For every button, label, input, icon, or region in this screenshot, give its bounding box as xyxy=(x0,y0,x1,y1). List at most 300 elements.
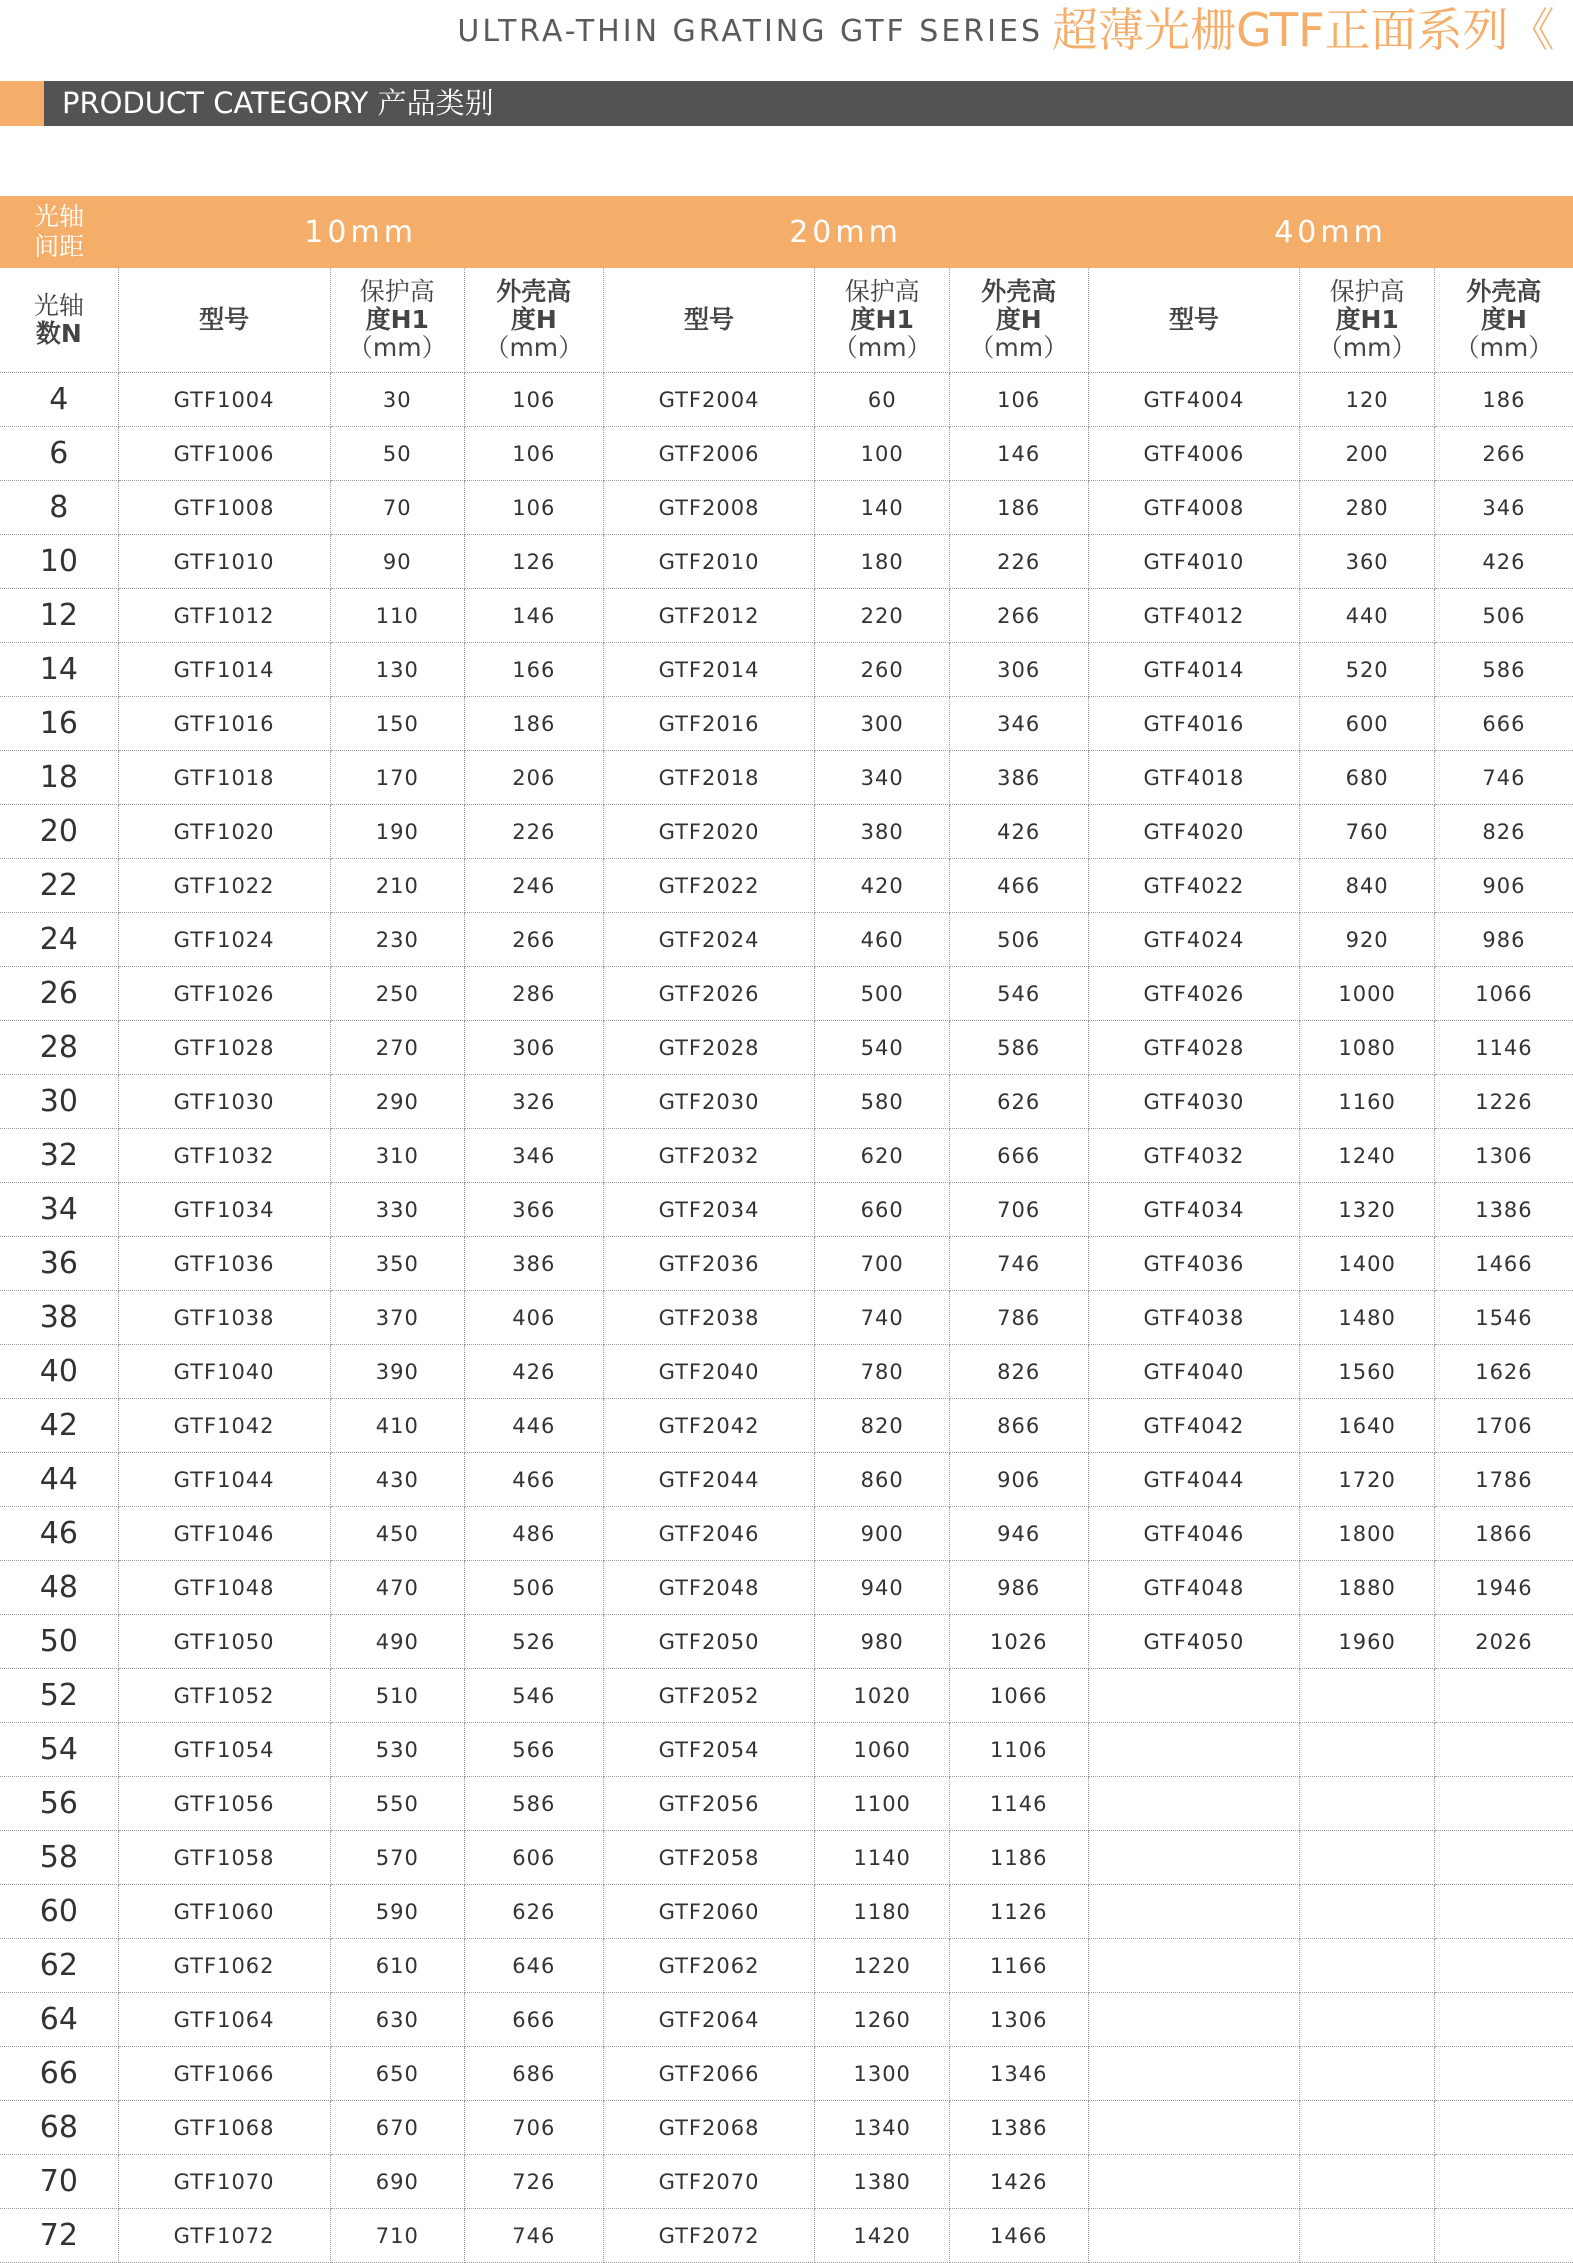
protection-height-cell: 440 xyxy=(1300,589,1434,643)
protection-height-cell: 1000 xyxy=(1300,967,1434,1021)
axis-count-cell: 60 xyxy=(0,1885,118,1939)
table-row xyxy=(0,373,1573,427)
model-cell: GTF1024 xyxy=(118,913,330,967)
model-header: 型号 xyxy=(603,268,815,373)
housing-height-cell: 706 xyxy=(465,2101,604,2155)
model-cell: GTF1070 xyxy=(118,2155,330,2209)
model-cell: GTF1018 xyxy=(118,751,330,805)
protection-height-cell xyxy=(1300,1939,1434,1993)
table-row xyxy=(0,1777,1573,1831)
model-cell: GTF2042 xyxy=(603,1399,815,1453)
protection-height-cell: 210 xyxy=(330,859,464,913)
housing-height-cell: 2026 xyxy=(1434,1615,1573,1669)
model-cell: GTF1042 xyxy=(118,1399,330,1453)
housing-height-cell xyxy=(1434,1831,1573,1885)
protection-height-cell: 1260 xyxy=(815,1993,949,2047)
housing-height-cell: 1106 xyxy=(949,1723,1088,1777)
protection-height-cell: 60 xyxy=(815,373,949,427)
protection-height-cell: 50 xyxy=(330,427,464,481)
model-cell: GTF1044 xyxy=(118,1453,330,1507)
housing-height-cell xyxy=(1434,1939,1573,1993)
table-row xyxy=(0,1615,1573,1669)
housing-height-cell: 506 xyxy=(465,1561,604,1615)
protection-height-cell: 100 xyxy=(815,427,949,481)
housing-height-cell: 686 xyxy=(465,2047,604,2101)
housing-height-cell: 146 xyxy=(949,427,1088,481)
housing-height-cell: 386 xyxy=(465,1237,604,1291)
protection-height-cell: 500 xyxy=(815,967,949,1021)
protection-height-cell: 600 xyxy=(1300,697,1434,751)
model-cell xyxy=(1088,1723,1300,1777)
housing-height-cell: 746 xyxy=(1434,751,1573,805)
protection-height-cell: 1180 xyxy=(815,1885,949,1939)
model-cell: GTF2014 xyxy=(603,643,815,697)
housing-height-cell: 106 xyxy=(465,481,604,535)
model-cell xyxy=(1088,2047,1300,2101)
housing-height-cell: 166 xyxy=(465,643,604,697)
model-cell: GTF1040 xyxy=(118,1345,330,1399)
model-cell: GTF2030 xyxy=(603,1075,815,1129)
table-row xyxy=(0,1669,1573,1723)
table-row xyxy=(0,1561,1573,1615)
housing-height-cell: 1706 xyxy=(1434,1399,1573,1453)
housing-height-cell: 1306 xyxy=(1434,1129,1573,1183)
protection-height-cell: 140 xyxy=(815,481,949,535)
housing-height-cell: 506 xyxy=(1434,589,1573,643)
table-row xyxy=(0,913,1573,967)
model-cell: GTF4042 xyxy=(1088,1399,1300,1453)
housing-height-cell: 666 xyxy=(465,1993,604,2047)
model-cell: GTF2048 xyxy=(603,1561,815,1615)
protection-height-cell: 270 xyxy=(330,1021,464,1075)
housing-height-cell: 1066 xyxy=(1434,967,1573,1021)
housing-height-cell: 286 xyxy=(465,967,604,1021)
axis-count-cell: 6 xyxy=(0,427,118,481)
model-cell: GTF2028 xyxy=(603,1021,815,1075)
model-cell: GTF1008 xyxy=(118,481,330,535)
housing-height-cell: 626 xyxy=(465,1885,604,1939)
axis-spacing-label-top: 光轴 xyxy=(34,202,85,231)
model-cell: GTF2068 xyxy=(603,2101,815,2155)
housing-height-cell: 906 xyxy=(1434,859,1573,913)
protection-height-cell: 590 xyxy=(330,1885,464,1939)
protection-height-cell: 460 xyxy=(815,913,949,967)
model-cell: GTF1062 xyxy=(118,1939,330,1993)
protection-height-cell: 1640 xyxy=(1300,1399,1434,1453)
model-cell: GTF1028 xyxy=(118,1021,330,1075)
table-row xyxy=(0,1021,1573,1075)
housing-height-cell: 646 xyxy=(465,1939,604,1993)
table-row xyxy=(0,751,1573,805)
housing-height-header: 外壳高 度H （mm） xyxy=(1434,268,1573,373)
axis-count-cell: 42 xyxy=(0,1399,118,1453)
model-cell: GTF1048 xyxy=(118,1561,330,1615)
housing-height-cell: 1626 xyxy=(1434,1345,1573,1399)
model-cell: GTF2006 xyxy=(603,427,815,481)
protection-height-cell: 1100 xyxy=(815,1777,949,1831)
housing-height-cell: 386 xyxy=(949,751,1088,805)
housing-height-cell: 506 xyxy=(949,913,1088,967)
housing-height-cell: 1306 xyxy=(949,1993,1088,2047)
category-bar xyxy=(0,81,1573,126)
model-cell: GTF2004 xyxy=(603,373,815,427)
table-row xyxy=(0,967,1573,1021)
protection-height-cell: 1880 xyxy=(1300,1561,1434,1615)
protection-height-cell: 170 xyxy=(330,751,464,805)
axis-count-cell: 40 xyxy=(0,1345,118,1399)
model-cell: GTF2040 xyxy=(603,1345,815,1399)
model-cell: GTF1032 xyxy=(118,1129,330,1183)
model-cell: GTF2032 xyxy=(603,1129,815,1183)
protection-height-cell: 30 xyxy=(330,373,464,427)
protection-height-cell xyxy=(1300,1831,1434,1885)
protection-height-cell: 230 xyxy=(330,913,464,967)
housing-height-cell xyxy=(1434,2209,1573,2263)
model-cell: GTF2018 xyxy=(603,751,815,805)
housing-height-cell: 246 xyxy=(465,859,604,913)
protection-height-cell: 90 xyxy=(330,535,464,589)
table-row xyxy=(0,1291,1573,1345)
housing-height-cell: 1026 xyxy=(949,1615,1088,1669)
axis-count-cell: 32 xyxy=(0,1129,118,1183)
table-row xyxy=(0,1939,1573,1993)
protection-height-cell: 940 xyxy=(815,1561,949,1615)
protection-height-cell xyxy=(1300,1723,1434,1777)
axis-count-label-top: 光轴 xyxy=(33,291,84,320)
axis-count-cell: 72 xyxy=(0,2209,118,2263)
product-table-body xyxy=(0,373,1573,2263)
protection-height-cell: 690 xyxy=(330,2155,464,2209)
model-cell: GTF2034 xyxy=(603,1183,815,1237)
protection-height-header: 保护高 度H1 （mm） xyxy=(815,268,949,373)
housing-height-cell: 306 xyxy=(949,643,1088,697)
protection-height-cell: 470 xyxy=(330,1561,464,1615)
protection-height-cell: 330 xyxy=(330,1183,464,1237)
protection-height-cell xyxy=(1300,2047,1434,2101)
axis-count-cell: 20 xyxy=(0,805,118,859)
model-cell xyxy=(1088,1939,1300,1993)
housing-height-cell: 666 xyxy=(949,1129,1088,1183)
protection-height-cell: 280 xyxy=(1300,481,1434,535)
housing-height-cell: 406 xyxy=(465,1291,604,1345)
protection-height-header: 保护高 度H1 （mm） xyxy=(330,268,464,373)
model-cell: GTF1056 xyxy=(118,1777,330,1831)
axis-count-cell: 36 xyxy=(0,1237,118,1291)
housing-height-cell: 666 xyxy=(1434,697,1573,751)
table-row xyxy=(0,2155,1573,2209)
protection-height-cell: 680 xyxy=(1300,751,1434,805)
housing-height-cell: 226 xyxy=(465,805,604,859)
protection-height-cell: 120 xyxy=(1300,373,1434,427)
model-cell: GTF4016 xyxy=(1088,697,1300,751)
housing-height-header: 外壳高 度H （mm） xyxy=(949,268,1088,373)
housing-height-cell xyxy=(1434,1885,1573,1939)
protection-height-cell: 1720 xyxy=(1300,1453,1434,1507)
housing-height-cell: 1466 xyxy=(949,2209,1088,2263)
table-row xyxy=(0,1831,1573,1885)
group-header-10mm: 10mm xyxy=(118,196,603,268)
axis-count-cell: 44 xyxy=(0,1453,118,1507)
protection-height-cell: 610 xyxy=(330,1939,464,1993)
housing-height-cell: 326 xyxy=(465,1075,604,1129)
housing-height-cell: 266 xyxy=(465,913,604,967)
housing-height-cell: 466 xyxy=(465,1453,604,1507)
axis-count-cell: 50 xyxy=(0,1615,118,1669)
protection-height-header: 保护高 度H1 （mm） xyxy=(1300,268,1434,373)
model-cell: GTF2060 xyxy=(603,1885,815,1939)
axis-count-cell: 70 xyxy=(0,2155,118,2209)
protection-height-cell: 1960 xyxy=(1300,1615,1434,1669)
table-row xyxy=(0,1507,1573,1561)
table-row xyxy=(0,697,1573,751)
table-row xyxy=(0,1993,1573,2047)
protection-height-cell: 1240 xyxy=(1300,1129,1434,1183)
column-header-row xyxy=(0,268,1573,373)
protection-height-cell: 490 xyxy=(330,1615,464,1669)
model-cell xyxy=(1088,2155,1300,2209)
table-row xyxy=(0,805,1573,859)
housing-height-cell xyxy=(1434,2047,1573,2101)
protection-height-cell: 200 xyxy=(1300,427,1434,481)
protection-height-cell: 1420 xyxy=(815,2209,949,2263)
protection-height-cell xyxy=(1300,2155,1434,2209)
model-cell: GTF2052 xyxy=(603,1669,815,1723)
protection-height-cell: 370 xyxy=(330,1291,464,1345)
housing-height-cell: 426 xyxy=(465,1345,604,1399)
model-cell: GTF4028 xyxy=(1088,1021,1300,1075)
axis-spacing-label-bottom: 间距 xyxy=(34,232,85,261)
model-cell: GTF2038 xyxy=(603,1291,815,1345)
axis-count-cell: 62 xyxy=(0,1939,118,1993)
axis-count-label-bottom: 数N xyxy=(35,319,82,348)
protection-height-cell: 250 xyxy=(330,967,464,1021)
protection-height-cell: 450 xyxy=(330,1507,464,1561)
housing-height-cell: 426 xyxy=(949,805,1088,859)
model-cell: GTF2050 xyxy=(603,1615,815,1669)
model-cell: GTF1072 xyxy=(118,2209,330,2263)
housing-height-cell: 626 xyxy=(949,1075,1088,1129)
model-cell: GTF2020 xyxy=(603,805,815,859)
table-row xyxy=(0,1237,1573,1291)
housing-height-cell: 1946 xyxy=(1434,1561,1573,1615)
protection-height-cell: 740 xyxy=(815,1291,949,1345)
axis-count-cell: 12 xyxy=(0,589,118,643)
protection-height-cell: 1220 xyxy=(815,1939,949,1993)
axis-count-cell: 46 xyxy=(0,1507,118,1561)
protection-height-cell: 430 xyxy=(330,1453,464,1507)
housing-height-cell: 746 xyxy=(949,1237,1088,1291)
model-cell xyxy=(1088,2101,1300,2155)
model-cell: GTF1050 xyxy=(118,1615,330,1669)
model-cell: GTF2044 xyxy=(603,1453,815,1507)
model-cell: GTF4020 xyxy=(1088,805,1300,859)
protection-height-cell: 650 xyxy=(330,2047,464,2101)
protection-height-cell xyxy=(1300,2101,1434,2155)
axis-count-cell: 30 xyxy=(0,1075,118,1129)
group-header-20mm: 20mm xyxy=(603,196,1088,268)
table-row xyxy=(0,427,1573,481)
table-row xyxy=(0,859,1573,913)
table-row xyxy=(0,2209,1573,2263)
housing-height-cell xyxy=(1434,2101,1573,2155)
table-row xyxy=(0,535,1573,589)
housing-height-cell: 986 xyxy=(1434,913,1573,967)
housing-height-cell: 126 xyxy=(465,535,604,589)
axis-count-cell: 26 xyxy=(0,967,118,1021)
axis-count-cell: 38 xyxy=(0,1291,118,1345)
housing-height-cell: 186 xyxy=(949,481,1088,535)
axis-count-cell: 68 xyxy=(0,2101,118,2155)
housing-height-cell: 226 xyxy=(949,535,1088,589)
protection-height-cell: 110 xyxy=(330,589,464,643)
axis-spacing-header xyxy=(0,196,118,268)
model-cell: GTF4044 xyxy=(1088,1453,1300,1507)
model-cell: GTF2062 xyxy=(603,1939,815,1993)
protection-height-cell: 1380 xyxy=(815,2155,949,2209)
axis-count-cell: 22 xyxy=(0,859,118,913)
protection-height-cell: 710 xyxy=(330,2209,464,2263)
axis-count-cell: 24 xyxy=(0,913,118,967)
protection-height-cell xyxy=(1300,1885,1434,1939)
axis-count-header xyxy=(0,268,118,373)
axis-count-cell: 8 xyxy=(0,481,118,535)
model-header: 型号 xyxy=(1088,268,1300,373)
model-cell: GTF4048 xyxy=(1088,1561,1300,1615)
model-cell: GTF4046 xyxy=(1088,1507,1300,1561)
table-row xyxy=(0,481,1573,535)
table-row xyxy=(0,1075,1573,1129)
protection-height-cell: 520 xyxy=(1300,643,1434,697)
housing-height-cell: 186 xyxy=(1434,373,1573,427)
housing-height-cell: 106 xyxy=(465,427,604,481)
model-cell: GTF1014 xyxy=(118,643,330,697)
model-cell: GTF4030 xyxy=(1088,1075,1300,1129)
protection-height-cell: 1300 xyxy=(815,2047,949,2101)
housing-height-cell: 586 xyxy=(949,1021,1088,1075)
model-cell: GTF1052 xyxy=(118,1669,330,1723)
model-cell: GTF4050 xyxy=(1088,1615,1300,1669)
model-header: 型号 xyxy=(118,268,330,373)
protection-height-cell: 340 xyxy=(815,751,949,805)
housing-height-cell: 1166 xyxy=(949,1939,1088,1993)
housing-height-cell: 1866 xyxy=(1434,1507,1573,1561)
model-cell: GTF1046 xyxy=(118,1507,330,1561)
model-cell: GTF2070 xyxy=(603,2155,815,2209)
protection-height-cell: 1320 xyxy=(1300,1183,1434,1237)
housing-height-cell: 726 xyxy=(465,2155,604,2209)
protection-height-cell: 150 xyxy=(330,697,464,751)
housing-height-cell xyxy=(1434,1993,1573,2047)
housing-height-cell xyxy=(1434,1777,1573,1831)
model-cell: GTF2024 xyxy=(603,913,815,967)
axis-count-cell: 18 xyxy=(0,751,118,805)
model-cell xyxy=(1088,1777,1300,1831)
protection-height-cell: 360 xyxy=(1300,535,1434,589)
group-header-row xyxy=(0,196,1573,268)
axis-count-cell: 54 xyxy=(0,1723,118,1777)
protection-height-cell: 510 xyxy=(330,1669,464,1723)
housing-height-cell: 466 xyxy=(949,859,1088,913)
housing-height-cell: 1126 xyxy=(949,1885,1088,1939)
table-row xyxy=(0,1345,1573,1399)
housing-height-cell: 866 xyxy=(949,1399,1088,1453)
model-cell: GTF1068 xyxy=(118,2101,330,2155)
category-accent xyxy=(0,81,44,126)
model-cell: GTF2036 xyxy=(603,1237,815,1291)
page-header xyxy=(0,0,1573,60)
protection-height-cell: 860 xyxy=(815,1453,949,1507)
protection-height-cell: 670 xyxy=(330,2101,464,2155)
model-cell: GTF4040 xyxy=(1088,1345,1300,1399)
housing-height-cell: 1146 xyxy=(1434,1021,1573,1075)
table-row xyxy=(0,2047,1573,2101)
protection-height-cell: 260 xyxy=(815,643,949,697)
housing-height-cell: 586 xyxy=(1434,643,1573,697)
model-cell xyxy=(1088,1831,1300,1885)
protection-height-cell xyxy=(1300,1669,1434,1723)
protection-height-cell: 130 xyxy=(330,643,464,697)
model-cell: GTF1036 xyxy=(118,1237,330,1291)
model-cell: GTF1058 xyxy=(118,1831,330,1885)
axis-count-cell: 52 xyxy=(0,1669,118,1723)
protection-height-cell: 380 xyxy=(815,805,949,859)
model-cell: GTF2072 xyxy=(603,2209,815,2263)
housing-height-cell: 546 xyxy=(949,967,1088,1021)
model-cell: GTF2010 xyxy=(603,535,815,589)
protection-height-cell: 180 xyxy=(815,535,949,589)
axis-count-cell: 34 xyxy=(0,1183,118,1237)
table-row xyxy=(0,1399,1573,1453)
protection-height-cell: 190 xyxy=(330,805,464,859)
protection-height-cell: 840 xyxy=(1300,859,1434,913)
protection-height-cell xyxy=(1300,2209,1434,2263)
axis-count-cell: 10 xyxy=(0,535,118,589)
protection-height-cell: 1800 xyxy=(1300,1507,1434,1561)
axis-count-cell: 58 xyxy=(0,1831,118,1885)
model-cell: GTF1010 xyxy=(118,535,330,589)
model-cell: GTF1030 xyxy=(118,1075,330,1129)
housing-height-cell: 1346 xyxy=(949,2047,1088,2101)
table-row xyxy=(0,1453,1573,1507)
protection-height-cell: 540 xyxy=(815,1021,949,1075)
housing-height-cell: 1426 xyxy=(949,2155,1088,2209)
table-row xyxy=(0,2101,1573,2155)
model-cell: GTF4022 xyxy=(1088,859,1300,913)
housing-height-cell: 1386 xyxy=(949,2101,1088,2155)
protection-height-cell: 660 xyxy=(815,1183,949,1237)
housing-height-cell: 566 xyxy=(465,1723,604,1777)
housing-height-cell: 486 xyxy=(465,1507,604,1561)
protection-height-cell: 1140 xyxy=(815,1831,949,1885)
model-cell: GTF4018 xyxy=(1088,751,1300,805)
model-cell xyxy=(1088,1669,1300,1723)
model-cell: GTF1016 xyxy=(118,697,330,751)
model-cell: GTF4006 xyxy=(1088,427,1300,481)
protection-height-cell: 1480 xyxy=(1300,1291,1434,1345)
axis-count-cell: 64 xyxy=(0,1993,118,2047)
housing-height-cell: 206 xyxy=(465,751,604,805)
housing-height-cell: 446 xyxy=(465,1399,604,1453)
protection-height-cell: 1400 xyxy=(1300,1237,1434,1291)
protection-height-cell: 390 xyxy=(330,1345,464,1399)
model-cell: GTF1006 xyxy=(118,427,330,481)
model-cell: GTF2016 xyxy=(603,697,815,751)
protection-height-cell: 290 xyxy=(330,1075,464,1129)
housing-height-cell: 1066 xyxy=(949,1669,1088,1723)
model-cell: GTF1004 xyxy=(118,373,330,427)
housing-height-cell: 426 xyxy=(1434,535,1573,589)
model-cell: GTF2046 xyxy=(603,1507,815,1561)
